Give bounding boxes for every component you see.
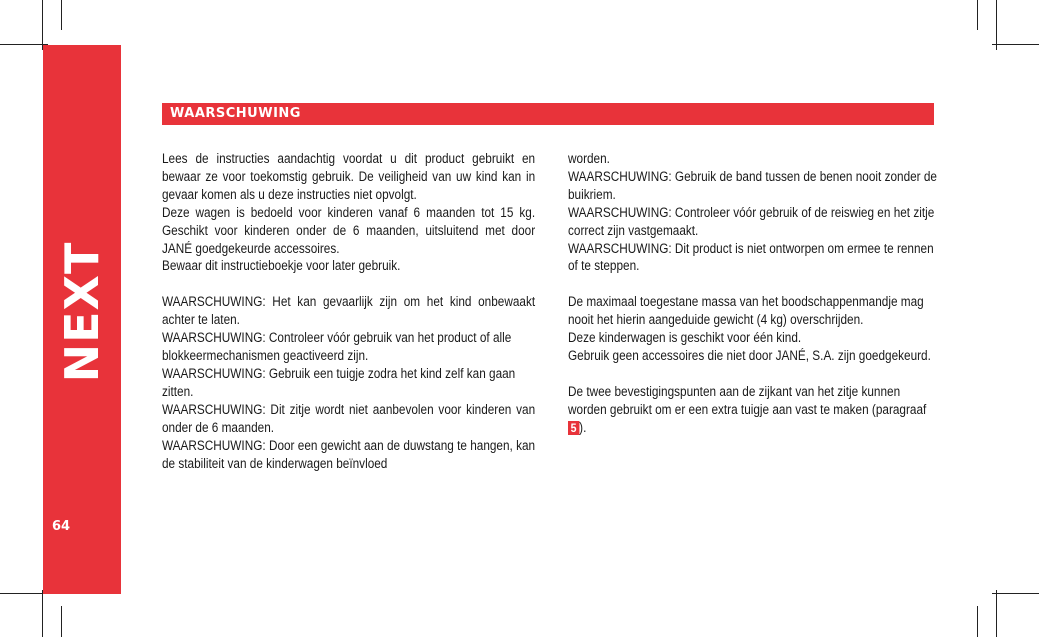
crop-mark xyxy=(996,590,997,637)
fixation-paragraph xyxy=(568,383,938,437)
intro-paragraph: Lees de instructies aandachtig voordat u dit product gebruikt en bewaar ze voor toekomstig gebruik. De veiligheid van uw kind kan in gevaar komen als u deze instructies niet opvolgt. xyxy=(162,151,536,202)
fixation-end: ). xyxy=(579,419,587,435)
warning-banner: WAARSCHUWING xyxy=(162,103,934,125)
crop-mark xyxy=(61,606,62,637)
warning-paragraph: WAARSCHUWING: Dit product is niet ontworpen om ermee te rennen of te steppen. xyxy=(568,240,934,274)
crop-mark xyxy=(0,44,48,45)
crop-mark xyxy=(0,593,48,594)
mass-paragraph: De maximaal toegestane massa van het boodschappenmandje mag nooit het hierin aangeduide gewicht (4 kg) overschrijden. xyxy=(568,294,924,328)
crop-mark xyxy=(992,44,1039,45)
warning-paragraph: WAARSCHUWING: Het kan gevaarlijk zijn om het kind onbewaakt achter te laten. xyxy=(162,294,536,328)
warning-paragraph: WAARSCHUWING: Controleer vóór gebruik van het product of alle blokkeermechanismen geactiveerd zijn. xyxy=(162,330,512,364)
crop-mark xyxy=(42,590,43,637)
crop-mark xyxy=(977,0,978,30)
mass-paragraph: Gebruik geen accessoires die niet door JANÉ, S.A. zijn goedgekeurd. xyxy=(568,348,931,364)
brand-title: NEXT xyxy=(55,241,109,383)
section-reference-badge: 5 xyxy=(568,421,579,435)
continuation-text: worden. xyxy=(568,151,610,166)
crop-mark xyxy=(992,593,1039,594)
warning-paragraph: WAARSCHUWING: Door een gewicht aan de duwstang te hangen, kan de stabiliteit van de kinderwagen beïnvloed xyxy=(162,437,536,471)
warning-paragraph: WAARSCHUWING: Dit zitje wordt niet aanbevolen voor kinderen van onder de 6 maanden. xyxy=(162,401,536,435)
intro-paragraph: Bewaar dit instructieboekje voor later gebruik. xyxy=(162,258,401,274)
warning-paragraph: WAARSCHUWING: Gebruik een tuigje zodra het kind zelf kan gaan zitten. xyxy=(162,365,516,399)
crop-mark xyxy=(61,0,62,30)
right-column xyxy=(568,150,938,437)
left-column xyxy=(162,150,535,472)
warning-paragraph: WAARSCHUWING: Controleer vóór gebruik of de reiswieg en het zitje correct zijn vastgemaakt. xyxy=(568,204,935,238)
warning-paragraph: WAARSCHUWING: Gebruik de band tussen de benen nooit zonder de buikriem. xyxy=(568,168,937,202)
intro-paragraph: Deze wagen is bedoeld voor kinderen vanaf 6 maanden tot 15 kg. Geschikt voor kinderen onder de 6 maanden, uitsluitend met door JANÉ goedgekeurde accessoires. xyxy=(162,204,536,256)
page-number: 64 xyxy=(52,519,71,534)
crop-mark xyxy=(977,606,978,637)
crop-mark xyxy=(996,0,997,50)
crop-mark xyxy=(42,0,43,50)
fixation-text: De twee bevestigingspunten aan de zijkant van het zitje kunnen worden gebruikt om er een extra tuigje aan vast te maken (paragraaf xyxy=(568,383,927,417)
mass-paragraph: Deze kinderwagen is geschikt voor één kind. xyxy=(568,330,802,346)
